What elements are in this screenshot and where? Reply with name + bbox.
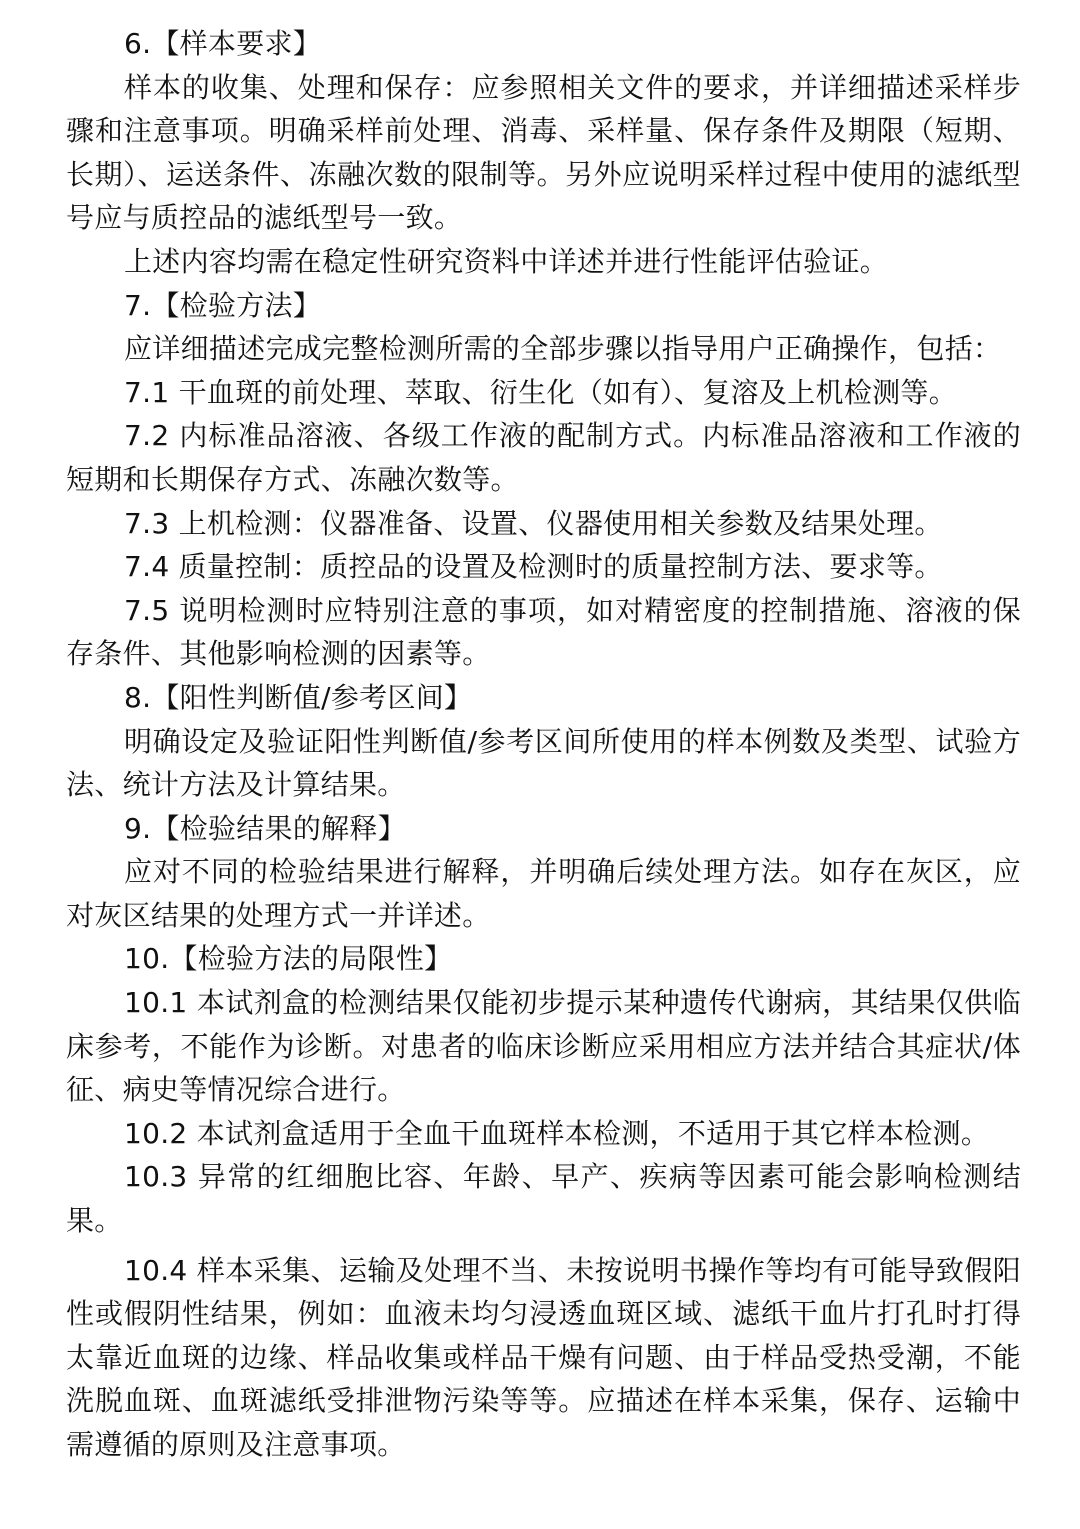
paragraph-10-4: 10.4 样本采集、运输及处理不当、未按说明书操作等均有可能导致假阳性或假阴性结果，例如：血液未均匀浸透血斑区域、滤纸干血片打孔时打得太靠近血斑的边缘、样品收集或样品干燥有问题、由于样品受热受潮，不能洗脱血斑、血斑滤纸受排泄物污染等等。应描述在样本采集，保存、运输中需遵循的原则及注意事项。 [66, 1253, 1021, 1461]
section-heading-6: 6.【样本要求】 [124, 27, 322, 60]
section-heading-10: 10.【检验方法的局限性】 [124, 942, 453, 976]
paragraph-7-5: 7.5 说明检测时应特别注意的事项，如对精密度的控制措施、溶液的保存条件、其他影响检测的因素等。 [66, 593, 1021, 671]
section-heading-9: 9.【检验结果的解释】 [124, 811, 407, 845]
paragraph-10-3: 10.3 异常的红细胞比容、年龄、早产、疾病等因素可能会影响检测结果。 [66, 1160, 1021, 1238]
section-heading-7: 7.【检验方法】 [124, 288, 322, 322]
paragraph-10-2: 10.2 本试剂盒适用于全血干血斑样本检测，不适用于其它样本检测。 [124, 1116, 990, 1150]
document-page [66, 22, 1021, 1467]
paragraph-reference-interval: 明确设定及验证阳性判断值/参考区间所使用的样本例数及类型、试验方法、统计方法及计算结果。 [66, 724, 1021, 802]
section-heading-8: 8.【阳性判断值/参考区间】 [124, 680, 473, 714]
paragraph-stability-note: 上述内容均需在稳定性研究资料中详述并进行性能评估验证。 [124, 244, 889, 278]
paragraph-result-interpretation: 应对不同的检验结果进行解释，并明确后续处理方法。如存在灰区，应对灰区结果的处理方式一并详述。 [66, 855, 1021, 932]
paragraph-10-1: 10.1 本试剂盒的检测结果仅能初步提示某种遗传代谢病，其结果仅供临床参考，不能作为诊断。对患者的临床诊断应采用相应方法并结合其症状/体征、病史等情况综合进行。 [66, 986, 1021, 1107]
paragraph-method-intro: 应详细描述完成完整检测所需的全部步骤以指导用户正确操作，包括： [124, 332, 1002, 366]
paragraph-7-1: 7.1 干血斑的前处理、萃取、衍生化（如有）、复溶及上机检测等。 [124, 375, 958, 409]
paragraph-7-4: 7.4 质量控制：质控品的设置及检测时的质量控制方法、要求等。 [124, 550, 943, 584]
paragraph-7-3: 7.3 上机检测：仪器准备、设置、仪器使用相关参数及结果处理。 [124, 506, 943, 540]
paragraph-sample-collection: 样本的收集、处理和保存：应参照相关文件的要求，并详细描述采样步骤和注意事项。明确采样前处理、消毒、采样量、保存条件及期限（短期、长期）、运送条件、冻融次数的限制等。另外应说明采样过程中使用的滤纸型号应与质控品的滤纸型号一致。 [66, 70, 1021, 235]
paragraph-7-2: 7.2 内标准品溶液、各级工作液的配制方式。内标准品溶液和工作液的短期和长期保存方式、冻融次数等。 [66, 419, 1021, 496]
